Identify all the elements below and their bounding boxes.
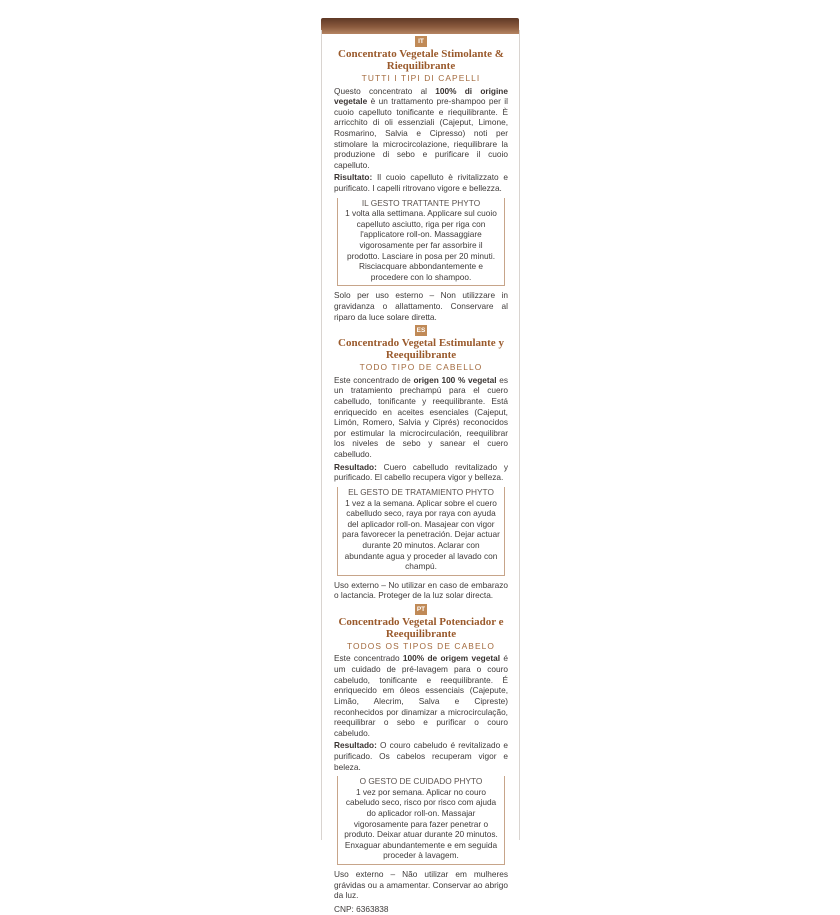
description-it: Questo concentrato al 100% di origine vegetale è un trattamento pre-shampoo per il cuoio capelluto tonificante e riequilibrante. È arricchito di oli essenziali (Cajeput, Limone, Rosmarino, Salvia e Cipresso) noti per stimolare la microcircolazione, riequilibrare la produzione di sebo e purificare il cuoio capelluto. [334,85,508,170]
hair-type-it: TUTTI I TIPI DI CAPELLI [361,72,481,83]
description-pt: Este concentrado 100% de origem vegetal é um cuidado de pré-lavagem para o couro cabeludo, tonificante e reequilibrante. É enriquecido em óleos essenciais (Cajepute, Limão, Alecrim, Salva e Cipreste) reconhecidos por dinamizar a microcirculação, reequilibrar o sebo e purificar o couro cabeludo. [334,653,509,738]
language-badge-it: IT [415,36,427,47]
result-es: Resultado: Cuero cabelludo revitalizado y purificado. El cabello recupera vigor y belleza. [334,461,508,483]
hair-type-pt: TODOS OS TIPOS DE CABELO [346,640,496,651]
language-badge-pt: PT [416,605,426,613]
gesture-box-pt [337,776,505,865]
section-it [334,36,508,322]
gesture-title-it: IL GESTO TRATTANTE PHYTO [359,198,483,209]
warning-es: Uso externo – No utilizar en caso de embarazo o lactancia. Proteger de la luz solar directa. [334,579,508,601]
result-pt: Resultado: O couro cabeludo é revitalizado e purificado. Os cabelos recuperam vigor e beleza. [334,740,508,772]
cnp-code: CNP: 6363838 [334,903,389,914]
package-edge-right [519,30,520,840]
gesture-title-es: EL GESTO DE TRATAMIENTO PHYTO [345,487,497,498]
warning-pt: Uso externo – Não utilizar em mulheres grávidas ou a amamentar. Conservar ao abrigo da luz. [334,869,508,901]
section-pt [334,604,508,901]
gesture-text-pt: 1 vez por semana. Aplicar no couro cabeludo seco, risco por risco com ajuda do aplicador roll-on. Massajar vigorosamente para fazer penetrar o produto. Deixar atuar durante 20 minutos. Enxaguar abundantemente e em seguida proceder à lavagem. [344,786,498,861]
section-es [334,325,508,601]
product-title-it: Concentrato Vegetale Stimolante & Riequilibrante [338,48,504,72]
warning-it: Solo per uso esterno – Non utilizzare in gravidanza o allattamento. Conservare al riparo da luce solare diretta. [334,290,508,322]
gesture-text-it: 1 volta alla settimana. Applicare sul cuoio capelluto asciutto, riga per riga con l'applicatore roll-on. Massaggiare vigorosamente per far assorbire il prodotto. Lasciare in posa per 20 minuti. Risciacquare abbondantemente e procedere con lo shampoo. [345,208,497,282]
product-title-es: Concentrado Vegetal Estimulante y Reequilibrante [338,337,504,362]
product-title-pt: Concentrado Vegetal Potenciador e Reequilibrante [338,615,504,640]
gesture-box-it [337,198,505,287]
gesture-title-pt: O GESTO DE CUIDADO PHYTO [357,776,486,787]
result-it: Risultato: Il cuoio capelluto è rivitalizzato e purificato. I capelli ritrovano vigore e bellezza. [334,172,508,193]
package-edge-left [321,30,322,840]
package-side-panel [334,36,508,915]
description-es: Este concentrado de origen 100 % vegetal es un tratamiento prechampú para el cuero cabelludo, tonificante y reequilibrante. Está enriquecido en aceites esenciales (Cajeput, Limón, Romero, Salvia y Ciprés) reconocidos por estimular la microcirculación, reequilibrar los niveles de sebo y sanear el cuero cabelludo. [334,374,508,460]
package-top-band [321,18,519,34]
gesture-text-es: 1 vez a la semana. Aplicar sobre el cuero cabelludo seco, raya por raya con ayuda del aplicador roll-on. Masajear con vigor para favorecer la penetración. Dejar actuar durante 20 minutos. Aclarar con abundante agua y proceder al lavado con champú. [342,497,500,572]
gesture-box-es [337,487,505,576]
hair-type-es: TODO TIPO DE CABELLO [359,362,483,373]
language-badge-es: ES [416,327,426,335]
